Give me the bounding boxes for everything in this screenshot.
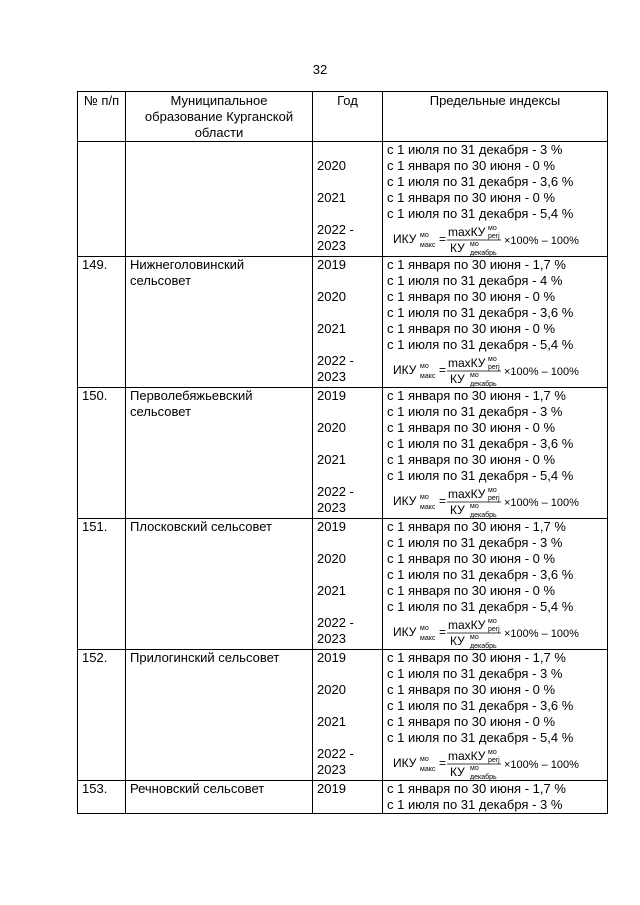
row-municipality: Речновский сельсовет xyxy=(126,781,313,814)
index-line: с 1 июля по 31 декабря - 3 % xyxy=(387,666,563,681)
index-line: с 1 января по 30 июня - 1,7 % xyxy=(387,519,566,534)
index-line: с 1 июля по 31 декабря - 3,6 % xyxy=(387,436,574,451)
svg-text:ИКУ: ИКУ xyxy=(393,625,417,639)
year-label: 2019 xyxy=(317,650,346,665)
index-line: с 1 января по 30 июня - 0 % xyxy=(387,190,556,205)
table-row xyxy=(78,388,608,519)
svg-text:декабрь: декабрь xyxy=(470,381,497,387)
svg-text:мо: мо xyxy=(488,749,497,756)
year-label: 2022 - xyxy=(317,484,354,499)
year-label: 2021 xyxy=(317,714,346,729)
year-label: 2023 xyxy=(317,631,346,646)
index-line: с 1 июля по 31 декабря - 5,4 % xyxy=(387,337,574,352)
year-label: 2019 xyxy=(317,388,346,403)
row-municipality: Нижнеголовинский сельсовет xyxy=(126,257,313,388)
svg-text:=: = xyxy=(439,363,447,377)
index-formula xyxy=(387,486,603,518)
year-label: 2023 xyxy=(317,369,346,384)
svg-text:×100% – 100%: ×100% – 100% xyxy=(504,628,579,640)
index-line: с 1 июля по 31 декабря - 5,4 % xyxy=(387,206,574,221)
index-line: с 1 июля по 31 декабря - 3,6 % xyxy=(387,174,574,189)
svg-text:мо: мо xyxy=(420,756,429,763)
svg-text:КУ: КУ xyxy=(450,634,465,648)
row-number: 152. xyxy=(78,650,126,781)
year-2022: 2022 - xyxy=(317,222,354,237)
svg-text:мо: мо xyxy=(420,232,429,239)
svg-text:=: = xyxy=(439,756,447,770)
table-row xyxy=(78,781,608,814)
svg-text:мо: мо xyxy=(420,625,429,632)
svg-text:ИКУ: ИКУ xyxy=(393,363,417,377)
row-number xyxy=(78,142,126,257)
indices-table xyxy=(77,91,608,814)
index-line: с 1 января по 30 июня - 0 % xyxy=(387,420,556,435)
row-municipality: Прилогинский сельсовет xyxy=(126,650,313,781)
index-line: с 1 июля по 31 декабря - 3 % xyxy=(387,404,563,419)
table-row xyxy=(78,650,608,781)
year-label: 2022 - xyxy=(317,353,354,368)
svg-text:perj: perj xyxy=(488,364,500,371)
svg-text:КУ: КУ xyxy=(450,765,465,779)
svg-text:perj: perj xyxy=(488,233,500,240)
svg-text:мо: мо xyxy=(470,372,479,379)
index-line: с 1 июля по 31 декабря - 4 % xyxy=(387,273,563,288)
svg-text:maxКУ: maxКУ xyxy=(448,749,486,763)
year-label: 2019 xyxy=(317,781,346,796)
index-line: с 1 января по 30 июня - 0 % xyxy=(387,158,556,173)
svg-text:maxКУ: maxКУ xyxy=(448,618,486,632)
row-indices xyxy=(383,257,608,388)
svg-text:maxКУ: maxКУ xyxy=(448,225,486,239)
row-indices xyxy=(383,781,608,814)
row-years xyxy=(313,519,383,650)
year-label: 2022 - xyxy=(317,746,354,761)
svg-text:мо: мо xyxy=(488,356,497,363)
year-label: 2020 xyxy=(317,420,346,435)
year-2023: 2023 xyxy=(317,238,346,253)
svg-text:мо: мо xyxy=(420,494,429,501)
svg-text:maxКУ: maxКУ xyxy=(448,356,486,370)
index-line: с 1 января по 30 июня - 0 % xyxy=(387,551,556,566)
index-line: с 1 июля по 31 декабря - 5,4 % xyxy=(387,730,574,745)
svg-text:ИКУ: ИКУ xyxy=(393,756,417,770)
row-number: 150. xyxy=(78,388,126,519)
index-formula xyxy=(387,224,603,256)
index-line: с 1 июля по 31 декабря - 3,6 % xyxy=(387,305,574,320)
svg-text:ИКУ: ИКУ xyxy=(393,494,417,508)
svg-text:мо: мо xyxy=(488,487,497,494)
year-2021: 2021 xyxy=(317,190,346,205)
index-line: с 1 июля по 31 декабря - 3 % xyxy=(387,797,563,812)
svg-text:=: = xyxy=(439,625,447,639)
svg-text:×100% – 100%: ×100% – 100% xyxy=(504,235,579,247)
index-line: с 1 января по 30 июня - 1,7 % xyxy=(387,781,566,796)
year-label: 2023 xyxy=(317,762,346,777)
svg-text:perj: perj xyxy=(488,757,500,764)
svg-text:мо: мо xyxy=(470,503,479,510)
index-formula xyxy=(387,355,603,387)
table-row xyxy=(78,519,608,650)
year-label: 2019 xyxy=(317,257,346,272)
svg-text:мо: мо xyxy=(470,634,479,641)
index-line: с 1 июля по 31 декабря - 5,4 % xyxy=(387,468,574,483)
svg-text:мо: мо xyxy=(420,363,429,370)
year-label: 2023 xyxy=(317,500,346,515)
row-indices xyxy=(383,388,608,519)
svg-text:×100% – 100%: ×100% – 100% xyxy=(504,759,579,771)
index-line: с 1 января по 30 июня - 0 % xyxy=(387,682,556,697)
year-label: 2019 xyxy=(317,519,346,534)
header-municipality: Муниципальное образование Курганской области xyxy=(126,92,313,142)
svg-text:ИКУ: ИКУ xyxy=(393,232,417,246)
header-number: № п/п xyxy=(78,92,126,142)
svg-text:мо: мо xyxy=(470,765,479,772)
row-years xyxy=(313,142,383,257)
index-line: с 1 июля по 31 декабря - 3,6 % xyxy=(387,698,574,713)
svg-text:мо: мо xyxy=(488,618,497,625)
header-year: Год xyxy=(313,92,383,142)
index-line: с 1 января по 30 июня - 1,7 % xyxy=(387,257,566,272)
svg-text:декабрь: декабрь xyxy=(470,512,497,518)
index-line: с 1 июля по 31 декабря - 5,4 % xyxy=(387,599,574,614)
svg-text:мо: мо xyxy=(488,225,497,232)
svg-text:декабрь: декабрь xyxy=(470,774,497,780)
index-line: с 1 июля по 31 декабря - 3,6 % xyxy=(387,567,574,582)
svg-text:мо: мо xyxy=(470,241,479,248)
row-municipality: Плосковский сельсовет xyxy=(126,519,313,650)
svg-text:макс: макс xyxy=(420,242,436,249)
row-indices xyxy=(383,650,608,781)
row-indices xyxy=(383,519,608,650)
index-line: с 1 января по 30 июня - 0 % xyxy=(387,452,556,467)
year-label: 2020 xyxy=(317,289,346,304)
year-label: 2021 xyxy=(317,452,346,467)
row-years xyxy=(313,257,383,388)
index-line: с 1 января по 30 июня - 0 % xyxy=(387,583,556,598)
row-municipality: Перволебяжьевский сельсовет xyxy=(126,388,313,519)
svg-text:×100% – 100%: ×100% – 100% xyxy=(504,366,579,378)
year-label: 2021 xyxy=(317,321,346,336)
svg-text:макс: макс xyxy=(420,504,436,511)
svg-text:×100% – 100%: ×100% – 100% xyxy=(504,497,579,509)
svg-text:макс: макс xyxy=(420,635,436,642)
svg-text:КУ: КУ xyxy=(450,241,465,255)
index-line: с 1 января по 30 июня - 0 % xyxy=(387,289,556,304)
year-2020: 2020 xyxy=(317,158,346,173)
index-line: с 1 января по 30 июня - 0 % xyxy=(387,714,556,729)
svg-text:декабрь: декабрь xyxy=(470,643,497,649)
year-label: 2022 - xyxy=(317,615,354,630)
row-number: 149. xyxy=(78,257,126,388)
table-header-row xyxy=(78,92,608,142)
svg-text:КУ: КУ xyxy=(450,503,465,517)
page-number: 32 xyxy=(312,62,328,77)
svg-text:макс: макс xyxy=(420,766,436,773)
index-formula xyxy=(387,748,603,780)
index-line: с 1 июля по 31 декабря - 3 % xyxy=(387,535,563,550)
table-row-continuation xyxy=(78,142,608,257)
row-number: 153. xyxy=(78,781,126,814)
svg-text:=: = xyxy=(439,232,447,246)
row-years xyxy=(313,781,383,814)
index-line: с 1 января по 30 июня - 1,7 % xyxy=(387,388,566,403)
index-line: с 1 января по 30 июня - 0 % xyxy=(387,321,556,336)
svg-text:КУ: КУ xyxy=(450,372,465,386)
row-years xyxy=(313,650,383,781)
row-municipality xyxy=(126,142,313,257)
year-label: 2020 xyxy=(317,551,346,566)
header-indices: Предельные индексы xyxy=(383,92,608,142)
svg-text:=: = xyxy=(439,494,447,508)
year-label: 2021 xyxy=(317,583,346,598)
row-indices xyxy=(383,142,608,257)
svg-text:maxКУ: maxКУ xyxy=(448,487,486,501)
svg-text:декабрь: декабрь xyxy=(470,250,497,256)
index-line: с 1 июля по 31 декабря - 3 % xyxy=(387,142,563,157)
year-label: 2020 xyxy=(317,682,346,697)
row-years xyxy=(313,388,383,519)
svg-text:макс: макс xyxy=(420,373,436,380)
index-formula xyxy=(387,617,603,649)
table-row xyxy=(78,257,608,388)
row-number: 151. xyxy=(78,519,126,650)
index-line: с 1 января по 30 июня - 1,7 % xyxy=(387,650,566,665)
svg-text:perj: perj xyxy=(488,626,500,633)
svg-text:perj: perj xyxy=(488,495,500,502)
